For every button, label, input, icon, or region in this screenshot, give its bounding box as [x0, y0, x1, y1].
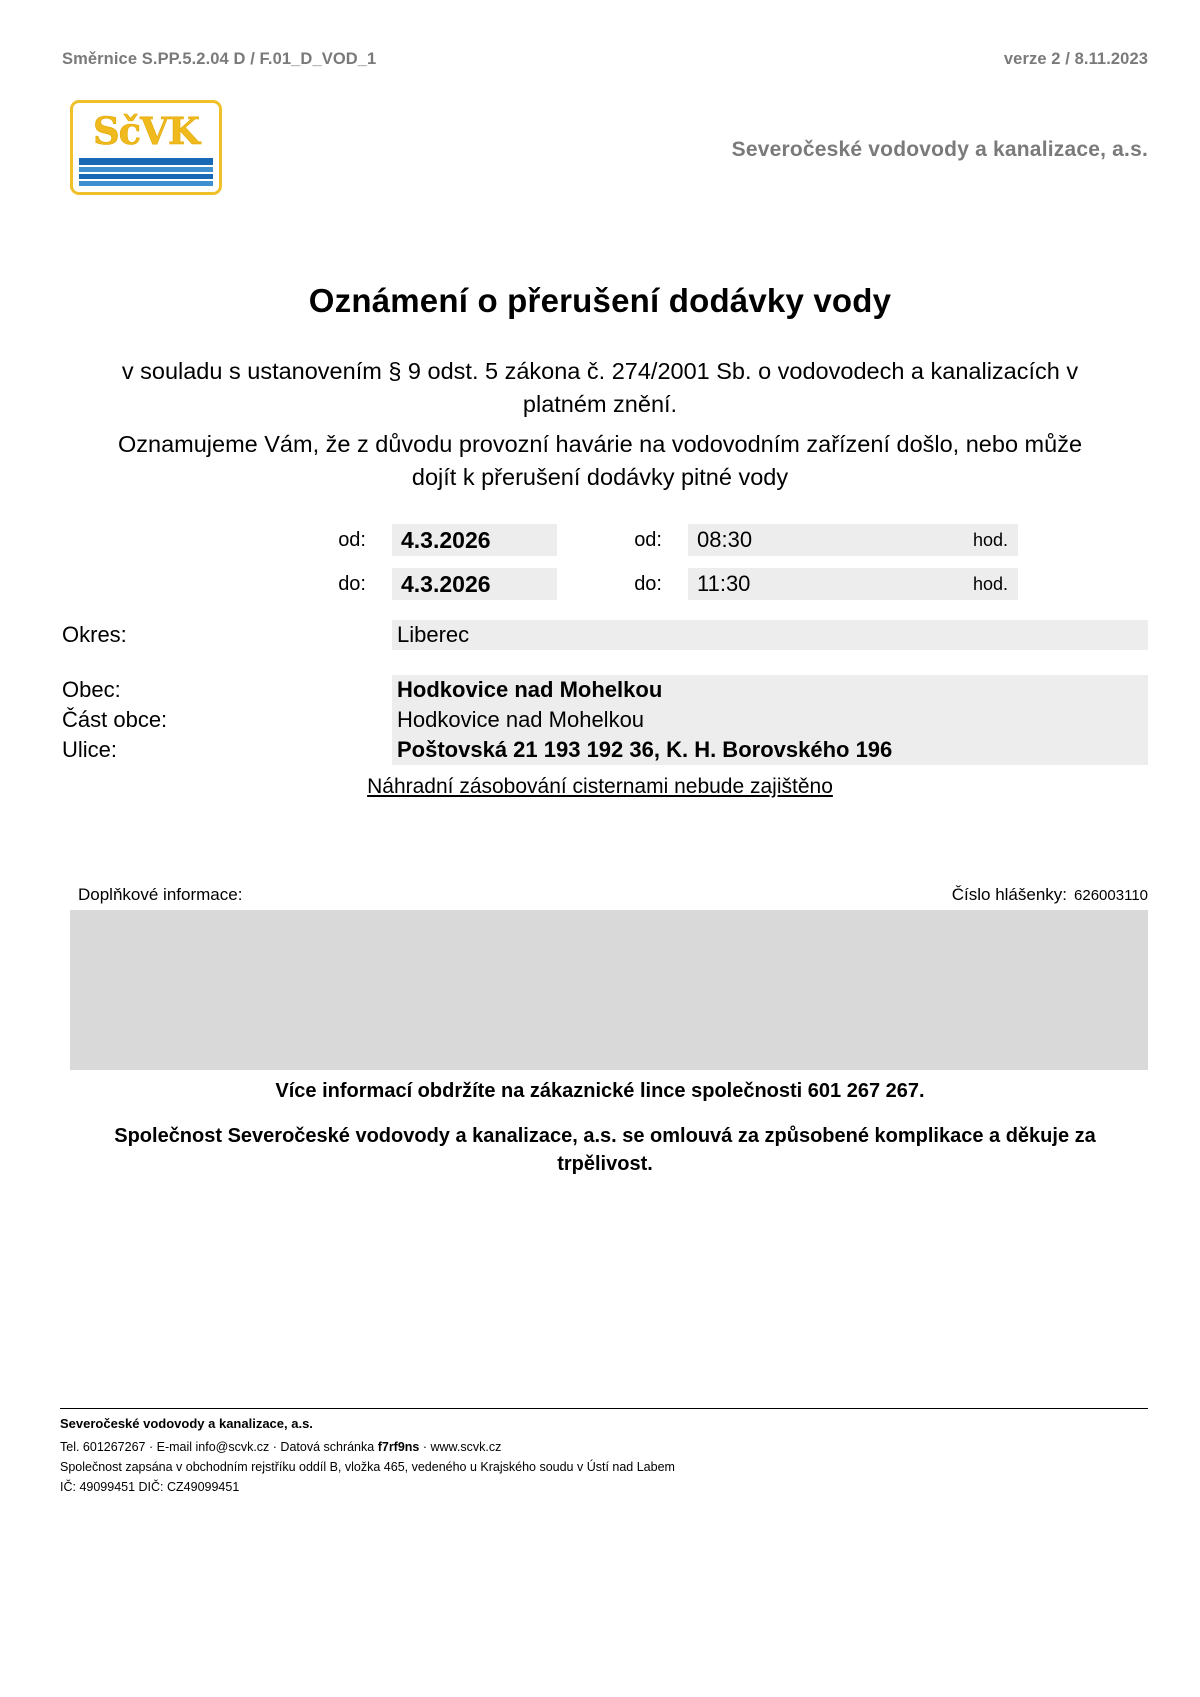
footer-contact-suffix: · www.scvk.cz — [419, 1440, 502, 1454]
schedule-row-to — [62, 568, 1148, 600]
report-number-label: Číslo hlášenky: — [951, 885, 1068, 904]
district-value: Liberec — [392, 620, 1148, 650]
logo-wordmark: SčVK — [92, 109, 200, 153]
date-to-label: do: — [338, 572, 366, 595]
date-from-label: od: — [338, 528, 366, 551]
district-row — [62, 620, 1148, 650]
logo-stripe-light-1 — [79, 167, 213, 172]
street-value: Poštovská 21 193 192 36, K. H. Borovského 196 — [392, 735, 1148, 765]
more-info-message: Více informací obdržíte na zákaznické lince společnosti 601 267 267. — [275, 1080, 925, 1102]
report-number-value: 626003110 — [1074, 887, 1148, 904]
time-from-label: od: — [634, 528, 662, 551]
footer-data-box: f7rf9ns — [377, 1440, 420, 1454]
footer-divider — [60, 1408, 1148, 1409]
page-title: Oznámení o přerušení dodávky vody — [308, 282, 892, 319]
footer-registry-line: Společnost zapsána v obchodním rejstříku oddíl B, vložka 465, vedeného u Krajského soudu v Ústí nad Labem — [60, 1460, 675, 1474]
time-from-field — [688, 524, 1018, 556]
schedule-block — [62, 524, 1148, 612]
footer-ids-line: IČ: 49099451 DIČ: CZ49099451 — [60, 1480, 240, 1494]
part-label: Část obce: — [62, 707, 168, 732]
date-from-value: 4.3.2026 — [392, 524, 557, 556]
street-row — [62, 735, 1148, 765]
district-label: Okres: — [62, 622, 127, 647]
time-to-value: 11:30 — [697, 571, 751, 596]
footer-company-name: Severočeské vodovody a kanalizace, a.s. — [60, 1416, 313, 1431]
part-row — [62, 705, 1148, 735]
apology-message: Společnost Severočeské vodovody a kanalizace, a.s. se omlouvá za způsobené komplikace a děkuje za trpělivost. — [114, 1125, 1096, 1175]
logo-stripe-dark-2 — [79, 174, 213, 179]
municipality-row — [62, 675, 1148, 705]
document-footer — [60, 1408, 1148, 1500]
footer-contact-prefix: Tel. 601267267 · E-mail info@scvk.cz · Datová schránka — [60, 1440, 378, 1454]
directive-code: Směrnice S.PP.5.2.04 D / F.01_D_VOD_1 — [62, 50, 377, 68]
company-name: Severočeské vodovody a kanalizace, a.s. — [731, 138, 1148, 161]
district-block — [62, 620, 1148, 650]
address-block — [62, 675, 1148, 765]
document-header — [62, 50, 1148, 69]
legal-paragraph: v souladu s ustanovením § 9 odst. 5 zákona č. 274/2001 Sb. o vodovodech a kanalizacích v platném znění. — [121, 358, 1079, 417]
time-to-unit: hod. — [972, 574, 1008, 594]
version-date: verze 2 / 8.11.2023 — [1003, 50, 1148, 68]
schedule-row-from — [62, 524, 1148, 556]
time-to-field — [688, 568, 1018, 600]
time-from-value: 08:30 — [697, 527, 753, 552]
additional-info-header — [78, 885, 1148, 905]
logo-stripe-dark-1 — [79, 158, 213, 165]
footer-contact-line — [60, 1440, 1148, 1454]
additional-info-box — [70, 910, 1148, 1070]
time-to-label: do: — [634, 572, 662, 595]
notice-paragraph: Oznamujeme Vám, že z důvodu provozní havárie na vodovodním zařízení došlo, nebo může dojít k přerušení dodávky pitné vody — [117, 431, 1083, 490]
logo-stripe-light-2 — [79, 181, 213, 186]
date-to-value: 4.3.2026 — [392, 568, 557, 600]
time-from-unit: hod. — [972, 530, 1008, 550]
municipality-value: Hodkovice nad Mohelkou — [392, 675, 1148, 705]
part-value: Hodkovice nad Mohelkou — [392, 705, 1148, 735]
municipality-label: Obec: — [62, 677, 121, 702]
scvk-logo — [70, 100, 222, 195]
report-number-group — [952, 885, 1148, 905]
additional-info-label: Doplňkové informace: — [78, 885, 243, 904]
street-label: Ulice: — [62, 737, 118, 762]
substitute-supply-note: Náhradní zásobování cisternami nebude zajištěno — [367, 775, 833, 798]
brand-row — [62, 100, 1148, 205]
logo-stripes — [79, 158, 213, 187]
